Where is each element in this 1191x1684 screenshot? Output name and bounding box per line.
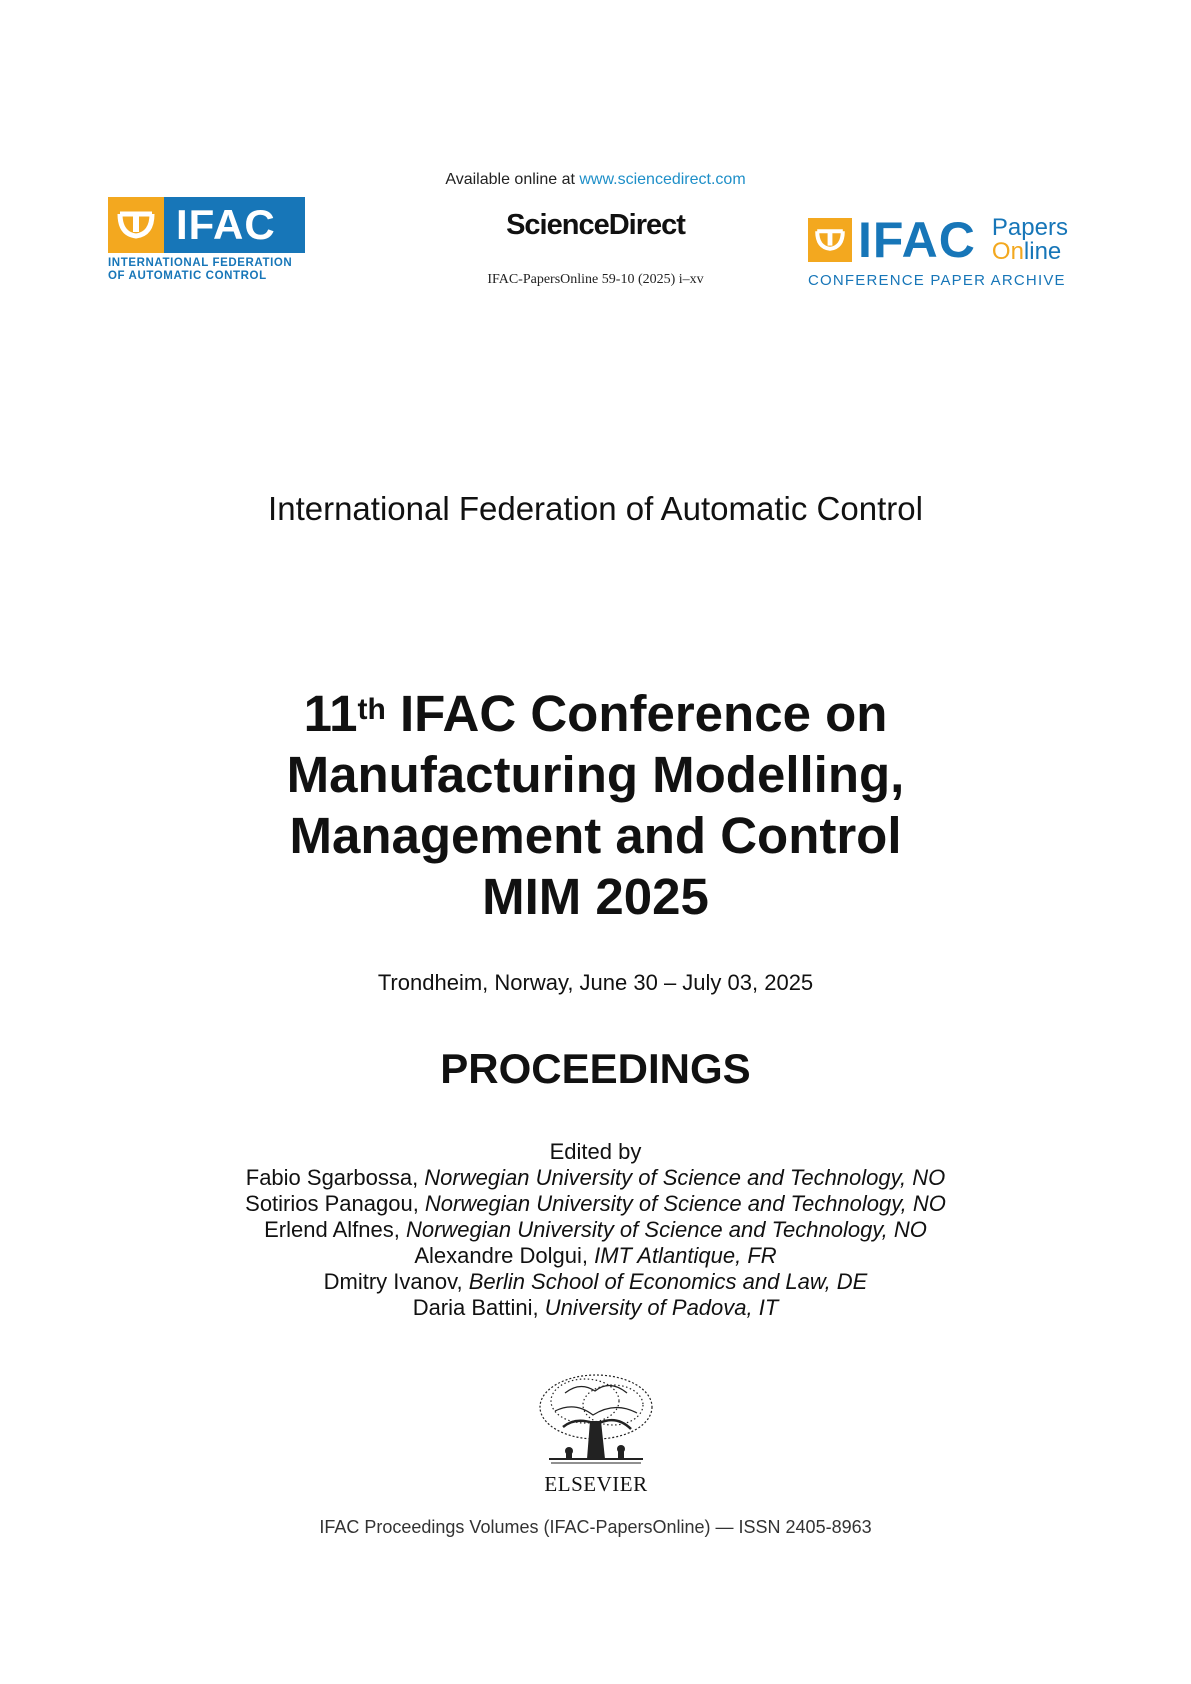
journal-reference: IFAC-PapersOnline 59-10 (2025) i–xv xyxy=(487,272,704,287)
editor-name: Erlend Alfnes, xyxy=(264,1217,406,1242)
editor-name: Fabio Sgarbossa, xyxy=(245,1165,425,1190)
conference-title xyxy=(0,683,1191,927)
editor-affiliation: Berlin School of Economics and Law, DE xyxy=(468,1269,868,1294)
online-line: line xyxy=(1023,238,1062,265)
editors-list xyxy=(0,1139,1191,1321)
ifac-po-emblem-icon xyxy=(808,218,852,262)
papers-word: Papers xyxy=(991,214,1068,241)
issn-line: IFAC Proceedings Volumes (IFAC-PapersOnline) — ISSN 2405-8963 xyxy=(319,1517,872,1537)
online-on: On xyxy=(991,238,1024,265)
ifac-po-subtitle: CONFERENCE PAPER ARCHIVE xyxy=(808,272,1066,289)
edited-by-label: Edited by xyxy=(549,1139,642,1164)
title-superscript: th xyxy=(357,693,386,726)
editor-line xyxy=(0,1191,1191,1217)
editor-line xyxy=(0,1165,1191,1191)
ifac-subtitle-line2: OF AUTOMATIC CONTROL xyxy=(108,270,267,282)
conference-location: Trondheim, Norway, June 30 – July 03, 2025 xyxy=(377,970,814,995)
title-line4: MIM 2025 xyxy=(482,868,709,925)
ifac-logo xyxy=(108,197,305,283)
editor-line xyxy=(0,1243,1191,1269)
title-number: 11 xyxy=(303,685,358,742)
title-line3: Management and Control xyxy=(289,807,902,864)
federation-name: International Federation of Automatic Control xyxy=(268,490,923,527)
editor-affiliation: Norwegian University of Science and Technology, NO xyxy=(424,1165,946,1190)
editor-name: Daria Battini, xyxy=(412,1295,545,1320)
sciencedirect-wordmark: ScienceDirect xyxy=(506,209,685,241)
editor-affiliation: Norwegian University of Science and Technology, NO xyxy=(405,1217,927,1242)
ifac-papersonline-logo xyxy=(808,212,1108,289)
editor-name: Sotirios Panagou, xyxy=(245,1191,425,1216)
editor-name: Dmitry Ivanov, xyxy=(323,1269,469,1294)
elsevier-tree-icon xyxy=(535,1371,657,1469)
elsevier-wordmark: ELSEVIER xyxy=(544,1472,648,1496)
editor-line xyxy=(0,1269,1191,1295)
proceedings-heading: PROCEEDINGS xyxy=(440,1045,751,1092)
available-online-line xyxy=(0,171,1191,189)
ifac-emblem-icon xyxy=(108,197,164,253)
editor-line xyxy=(0,1295,1191,1321)
sciencedirect-link[interactable]: www.sciencedirect.com xyxy=(579,171,746,188)
editor-name: Alexandre Dolgui, xyxy=(414,1243,595,1268)
title-line2: Manufacturing Modelling, xyxy=(286,746,905,803)
editor-line xyxy=(0,1217,1191,1243)
ifac-mark: IFAC xyxy=(164,197,305,253)
title-line1: IFAC Conference on xyxy=(385,685,888,742)
ifac-subtitle-line1: INTERNATIONAL FEDERATION xyxy=(108,257,293,269)
editor-affiliation: University of Padova, IT xyxy=(544,1295,779,1320)
editor-affiliation: IMT Atlantique, FR xyxy=(594,1243,777,1268)
ifac-po-mark: IFAC xyxy=(858,212,976,268)
available-prefix: Available online at xyxy=(445,171,580,188)
elsevier-logo xyxy=(535,1371,657,1497)
editor-affiliation: Norwegian University of Science and Technology, NO xyxy=(424,1191,946,1216)
